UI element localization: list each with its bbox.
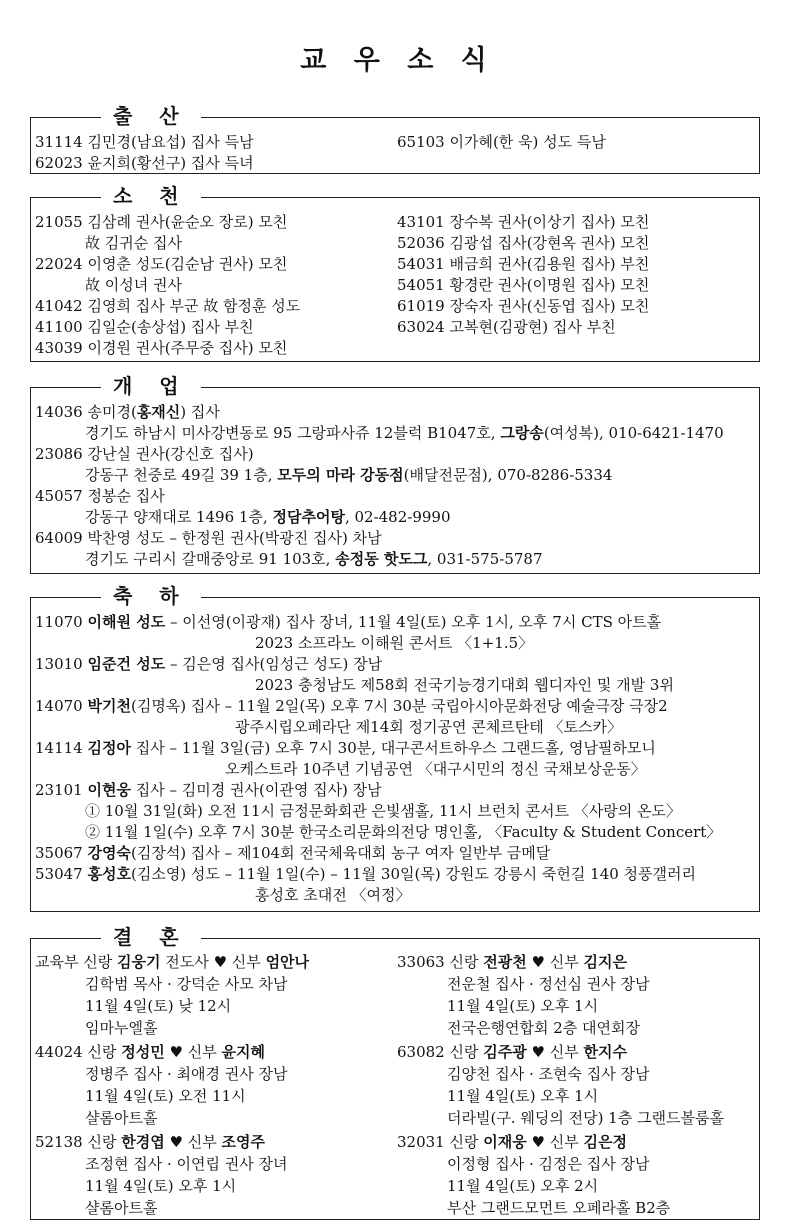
text: 13010 bbox=[35, 655, 88, 673]
section-heading-birth: 출 산 bbox=[101, 104, 201, 128]
death-right-column bbox=[397, 212, 649, 338]
open-entry-address bbox=[35, 507, 724, 528]
wedding-date: 11월 4일(토) 오후 2시 bbox=[447, 1177, 599, 1195]
birth-section bbox=[30, 104, 760, 174]
groom-label: 신랑 bbox=[87, 1133, 117, 1151]
groom-label: 신랑 bbox=[449, 1043, 479, 1061]
business-name: 정담추어탕 bbox=[272, 508, 345, 526]
groom-name: 정성민 bbox=[121, 1043, 165, 1061]
text: 2023 충청남도 제58회 전국기능경기대회 웹디자인 및 개발 3위 bbox=[255, 676, 674, 694]
text: 집사 – 김미경 권사(이관영 집사) 장남 bbox=[130, 781, 382, 799]
death-item: 41100 김일순(송상섭) 집사 부친 bbox=[35, 318, 254, 336]
text: ① 10월 31일(화) 오전 11시 금정문화회관 은빛샘홀, 11시 브런치 콘서트 〈사랑의 온도〉 bbox=[85, 802, 681, 820]
text: 23086 강난실 권사(강신호 집사) bbox=[35, 445, 254, 463]
bride-label: 신부 bbox=[549, 1043, 579, 1061]
wedding-date: 11월 4일(토) 오전 11시 bbox=[85, 1087, 246, 1105]
person-name: 임준건 성도 bbox=[87, 655, 166, 673]
birth-item: 62023 윤지희(황선구) 집사 득녀 bbox=[35, 154, 254, 172]
section-heading-death: 소 천 bbox=[101, 184, 201, 208]
text: 64009 박찬영 성도 – 한정원 권사(박광진 집사) 차남 bbox=[35, 529, 382, 547]
member-code: 52138 bbox=[35, 1133, 83, 1151]
congrats-line bbox=[35, 780, 721, 801]
congrats-line bbox=[35, 885, 721, 906]
wedding-place: 샬롬아트홀 bbox=[85, 1109, 158, 1127]
person-name: 이현웅 bbox=[87, 781, 131, 799]
death-item: 43101 장수복 권사(이상기 집사) 모친 bbox=[397, 213, 650, 231]
groom-label: 신랑 bbox=[87, 1043, 117, 1061]
death-item: 22024 이영춘 성도(김순남 권사) 모친 bbox=[35, 255, 288, 273]
open-entry-address bbox=[35, 465, 724, 486]
congrats-line bbox=[35, 843, 721, 864]
text: ) 집사 bbox=[180, 403, 220, 421]
wedding-date: 11월 4일(토) 오후 1시 bbox=[447, 997, 599, 1015]
open-entry-address bbox=[35, 423, 724, 444]
member-code: 32031 bbox=[397, 1133, 445, 1151]
person-name: 이해원 성도 bbox=[87, 613, 166, 631]
wedding-date: 11월 4일(토) 낮 12시 bbox=[85, 997, 232, 1015]
wedding-place: 부산 그랜드모먼트 오페라홀 B2층 bbox=[447, 1199, 671, 1217]
wedding-place: 샬롬아트홀 bbox=[85, 1199, 158, 1217]
text: 23101 bbox=[35, 781, 88, 799]
congrats-line bbox=[35, 738, 721, 759]
wedding-date: 11월 4일(토) 오후 1시 bbox=[447, 1087, 599, 1105]
bride-label: 신부 bbox=[549, 1133, 579, 1151]
open-entry-head bbox=[35, 402, 724, 423]
text: (여성복), 010-6421-1470 bbox=[543, 424, 724, 442]
text: 14036 송미경( bbox=[35, 403, 137, 421]
text: 2023 소프라노 이해원 콘서트 〈1+1.5〉 bbox=[255, 634, 534, 652]
wedding-entry bbox=[397, 951, 650, 1039]
text: (배달전문점), 070-8286-5334 bbox=[403, 466, 613, 484]
text: 45057 정봉순 집사 bbox=[35, 487, 165, 505]
wedding-couple bbox=[397, 1041, 724, 1063]
wedding-place: 전국은행연합회 2층 대연회장 bbox=[447, 1019, 640, 1037]
bride-label: 신부 bbox=[187, 1043, 217, 1061]
congrats-line bbox=[35, 759, 721, 780]
member-code: 63082 bbox=[397, 1043, 445, 1061]
member-code: 44024 bbox=[35, 1043, 83, 1061]
wedding-entry bbox=[35, 951, 309, 1039]
text: 35067 bbox=[35, 844, 88, 862]
person-name: 홍성호 bbox=[87, 865, 131, 883]
text: – 이선영(이광재) 집사 장녀, 11월 4일(토) 오후 1시, 오후 7시 CTS 아트홀 bbox=[165, 613, 662, 631]
text: 홍성호 초대전 〈여정〉 bbox=[255, 886, 411, 904]
death-item: 52036 김광섭 집사(강현옥 권사) 모친 bbox=[397, 234, 650, 252]
business-name: 그랑송 bbox=[500, 424, 544, 442]
wedding-entry bbox=[35, 1131, 288, 1219]
text: 강동구 양재대로 1496 1층, bbox=[85, 508, 273, 526]
section-heading-wedding: 결 혼 bbox=[101, 925, 201, 949]
congrats-line bbox=[35, 864, 721, 885]
heart-icon: ♥ bbox=[169, 1043, 183, 1061]
congrats-section bbox=[30, 584, 760, 912]
text: 14114 bbox=[35, 739, 88, 757]
text: 경기도 하남시 미사강변동로 95 그랑파사쥬 12블럭 B1047호, bbox=[85, 424, 501, 442]
death-item: 43039 이경원 권사(주무중 집사) 모친 bbox=[35, 339, 288, 357]
groom-label: 신랑 bbox=[83, 953, 113, 971]
death-item: 63024 고복현(김광현) 집사 부친 bbox=[397, 318, 616, 336]
death-section bbox=[30, 184, 760, 362]
open-entry-address bbox=[35, 549, 724, 570]
wedding-parents: 조정현 집사 · 이연립 권사 장녀 bbox=[85, 1155, 288, 1173]
open-entry-head bbox=[35, 528, 724, 549]
member-code: 33063 bbox=[397, 953, 445, 971]
wedding-couple bbox=[35, 951, 309, 973]
business-name: 송정동 핫도그 bbox=[335, 550, 428, 568]
bride-name: 윤지혜 bbox=[221, 1043, 266, 1061]
text: (김명옥) 집사 – 11월 2일(목) 오후 7시 30분 국립아시아문화전당 예술극장 극장2 bbox=[130, 697, 668, 715]
open-list bbox=[35, 402, 724, 570]
wedding-couple bbox=[397, 951, 650, 973]
wedding-entry bbox=[35, 1041, 288, 1129]
death-item: 61019 장숙자 권사(신동엽 집사) 모친 bbox=[397, 297, 650, 315]
person-name: 박기천 bbox=[87, 697, 131, 715]
page-title: 교 우 소 식 bbox=[300, 45, 496, 76]
wedding-couple bbox=[397, 1131, 670, 1153]
heart-icon: ♥ bbox=[531, 1133, 545, 1151]
wedding-parents: 전운철 집사 · 정선심 권사 장남 bbox=[447, 975, 650, 993]
bride-name: 김은정 bbox=[583, 1133, 628, 1151]
person-name: 김정아 bbox=[87, 739, 131, 757]
groom-title: 전도사 bbox=[165, 953, 209, 971]
text: 강동구 천중로 49길 39 1층, bbox=[85, 466, 278, 484]
text: 53047 bbox=[35, 865, 88, 883]
wedding-parents: 이정형 집사 · 김정은 집사 장남 bbox=[447, 1155, 650, 1173]
congrats-line bbox=[35, 612, 721, 633]
text: 광주시립오페라단 제14회 정기공연 콘체르탄테 〈토스카〉 bbox=[235, 718, 622, 736]
groom-name: 한경엽 bbox=[121, 1133, 165, 1151]
heart-icon: ♥ bbox=[531, 953, 545, 971]
death-item: 54051 황경란 권사(이명원 집사) 모친 bbox=[397, 276, 650, 294]
groom-name: 전광천 bbox=[483, 953, 527, 971]
heart-icon: ♥ bbox=[213, 953, 228, 971]
wedding-parents: 정병주 집사 · 최애경 권사 장남 bbox=[85, 1065, 288, 1083]
business-name: 모두의 마라 강동점 bbox=[277, 466, 404, 484]
open-section bbox=[30, 374, 760, 574]
text: , 02-482-9990 bbox=[344, 508, 451, 526]
member-code: 교육부 bbox=[35, 953, 79, 971]
wedding-section bbox=[30, 925, 760, 1220]
text: 집사 – 11월 3일(금) 오후 7시 30분, 대구콘서트하우스 그랜드홀, 영남필하모니 bbox=[130, 739, 656, 757]
congrats-line bbox=[35, 822, 721, 843]
bride-label: 신부 bbox=[231, 953, 261, 971]
birth-item: 31114 김민경(남요섭) 집사 득남 bbox=[35, 133, 254, 151]
congrats-list bbox=[35, 612, 721, 906]
death-item: 故 김귀순 집사 bbox=[85, 234, 182, 252]
birth-left-column bbox=[35, 132, 254, 174]
wedding-parents: 김학범 목사 · 강덕순 사모 차남 bbox=[85, 975, 288, 993]
wedding-entry bbox=[397, 1041, 724, 1129]
bride-label: 신부 bbox=[549, 953, 579, 971]
text: 경기도 구리시 갈매중앙로 91 103호, bbox=[85, 550, 336, 568]
text: (김소영) 성도 – 11월 1일(수) – 11월 30일(목) 강원도 강릉시 죽헌길 140 청풍갤러리 bbox=[130, 865, 697, 883]
congrats-line bbox=[35, 801, 721, 822]
bride-name: 한지수 bbox=[583, 1043, 628, 1061]
wedding-parents: 김양천 집사 · 조현숙 집사 장남 bbox=[447, 1065, 650, 1083]
wedding-couple bbox=[35, 1131, 288, 1153]
death-item: 21055 김삼례 권사(윤순오 장로) 모친 bbox=[35, 213, 288, 231]
birth-right-column bbox=[397, 132, 606, 153]
text: 11070 bbox=[35, 613, 88, 631]
congrats-line bbox=[35, 633, 721, 654]
bride-name: 김지은 bbox=[583, 953, 628, 971]
groom-label: 신랑 bbox=[449, 953, 479, 971]
wedding-place: 임마누엘홀 bbox=[85, 1019, 158, 1037]
text: , 031-575-5787 bbox=[427, 550, 543, 568]
death-left-column bbox=[35, 212, 300, 359]
section-heading-open: 개 업 bbox=[101, 374, 201, 398]
groom-name: 이재웅 bbox=[483, 1133, 527, 1151]
birth-item: 65103 이가혜(한 욱) 성도 득남 bbox=[397, 133, 606, 151]
groom-name: 김주광 bbox=[483, 1043, 527, 1061]
text: 14070 bbox=[35, 697, 88, 715]
bride-name: 엄안나 bbox=[265, 953, 310, 971]
section-heading-congrats: 축 하 bbox=[101, 584, 201, 608]
congrats-line bbox=[35, 717, 721, 738]
text: 오케스트라 10주년 기념공연 〈대구시민의 정신 국채보상운동〉 bbox=[225, 760, 646, 778]
death-item: 故 이성녀 권사 bbox=[85, 276, 182, 294]
text: – 김은영 집사(임성근 성도) 장남 bbox=[165, 655, 383, 673]
text: ② 11월 1일(수) 오후 7시 30분 한국소리문화의전당 명인홀, 〈Faculty & Student Concert〉 bbox=[85, 823, 722, 841]
death-item: 41042 김영희 집사 부군 故 함정훈 성도 bbox=[35, 297, 301, 315]
congrats-line bbox=[35, 696, 721, 717]
open-entry-head bbox=[35, 444, 724, 465]
heart-icon: ♥ bbox=[531, 1043, 545, 1061]
bride-name: 조영주 bbox=[221, 1133, 266, 1151]
heart-icon: ♥ bbox=[169, 1133, 183, 1151]
wedding-date: 11월 4일(토) 오후 1시 bbox=[85, 1177, 237, 1195]
wedding-couple bbox=[35, 1041, 288, 1063]
death-item: 54031 배금희 권사(김용원 집사) 부친 bbox=[397, 255, 650, 273]
congrats-line bbox=[35, 654, 721, 675]
groom-label: 신랑 bbox=[449, 1133, 479, 1151]
wedding-entry bbox=[397, 1131, 670, 1219]
text-bold: 홍재신 bbox=[136, 403, 181, 421]
bride-label: 신부 bbox=[187, 1133, 217, 1151]
text: (김장석) 집사 – 제104회 전국체육대회 농구 여자 일반부 금메달 bbox=[130, 844, 551, 862]
person-name: 강영숙 bbox=[87, 844, 131, 862]
wedding-place: 더라빌(구. 웨딩의 전당) 1층 그랜드볼룸홀 bbox=[447, 1109, 724, 1127]
open-entry-head bbox=[35, 486, 724, 507]
congrats-line bbox=[35, 675, 721, 696]
groom-name: 김웅기 bbox=[117, 953, 161, 971]
